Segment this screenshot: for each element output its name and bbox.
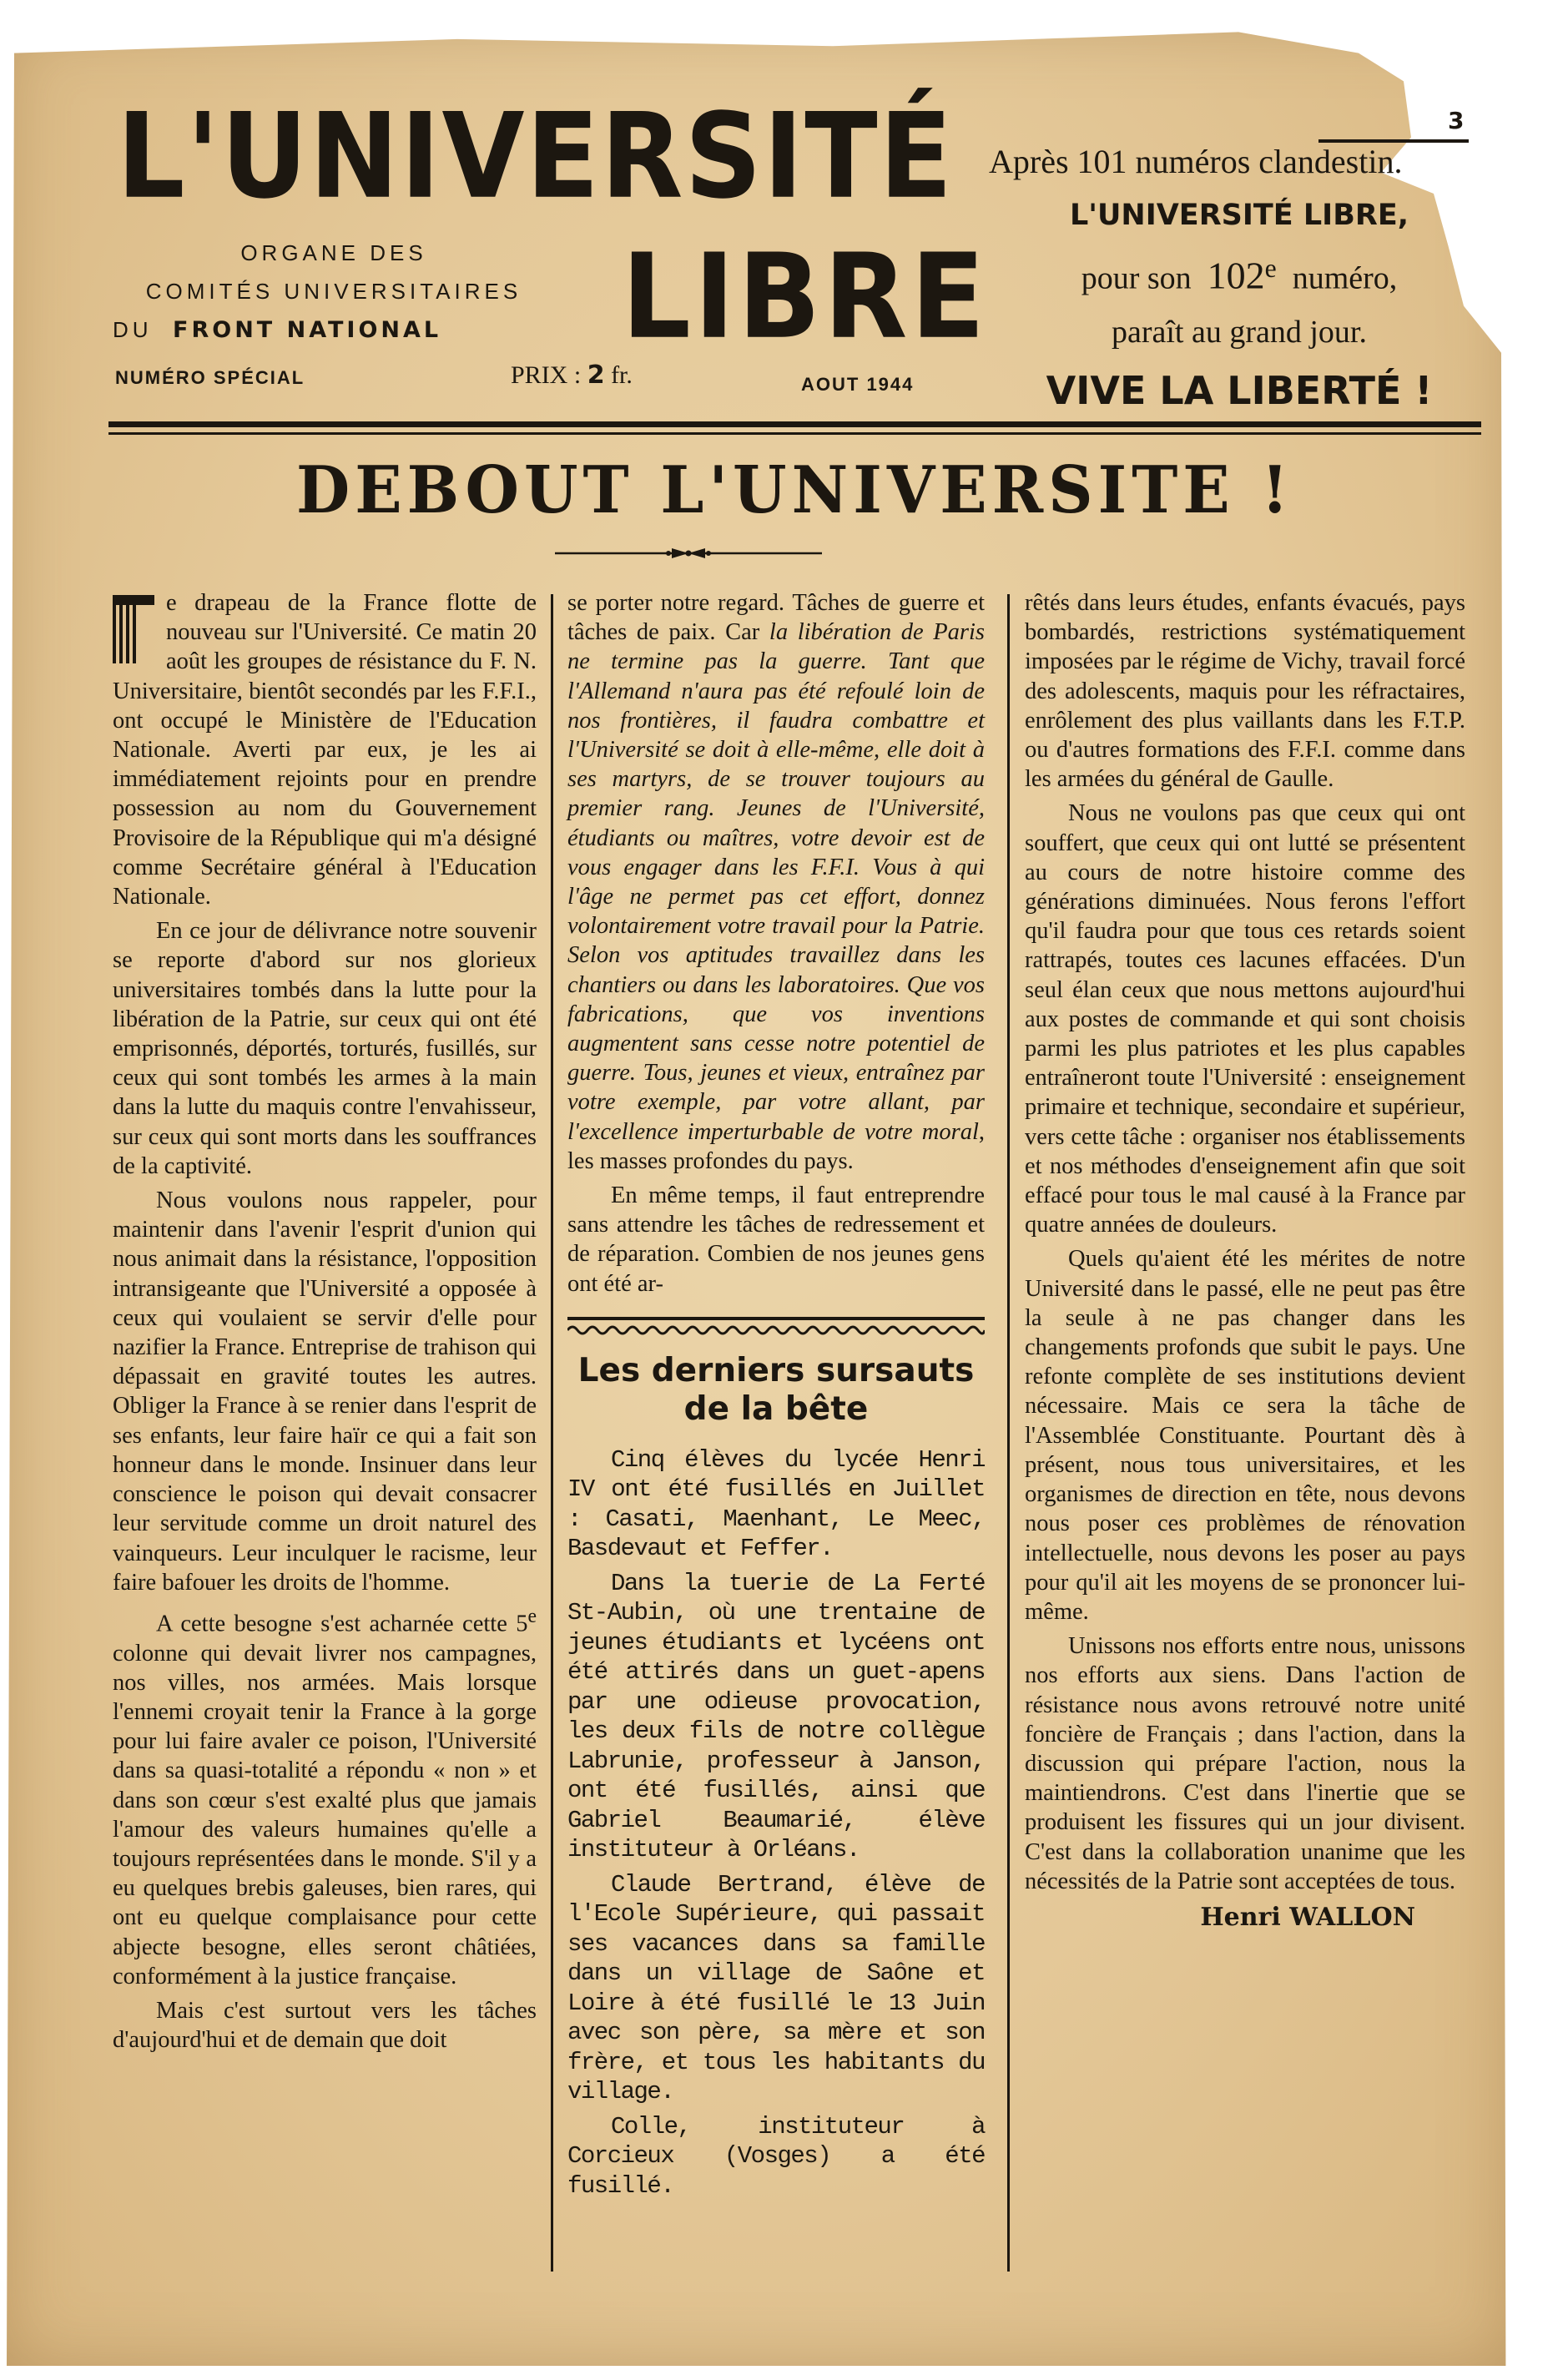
issue-count-sup: e bbox=[1264, 254, 1277, 283]
masthead-title-libre: LIBRE bbox=[622, 228, 989, 366]
sidebar-paragraph: Claude Bertrand, élève de l'Ecole Supérieure, qui passait ses vacances dans sa famille dans un village de Saône et Loire à été fusillé le 13 Juin avec son père, sa mère et son frère, et tous les habitants du village. bbox=[567, 1870, 985, 2106]
ornament-divider-icon bbox=[555, 547, 822, 560]
announcement-line-4: paraît au grand jour. bbox=[1111, 314, 1367, 350]
article-column-3 bbox=[1025, 588, 1465, 1932]
masthead-subtitle bbox=[113, 234, 555, 350]
sidebar-paragraph: Dans la tuerie de La Ferté St-Aubin, où une trentaine de jeunes étudiants et lycéens ont été attirés dans un guet-apens par une odieuse provocation, les deux fils de notre collègue Labrunie, professeur à Janson, ont été fusillés, ainsi que Gabriel Beaumarié, élève instituteur à Orléans. bbox=[567, 1569, 985, 1864]
subtitle-line-1: ORGANE DES bbox=[240, 240, 427, 265]
subtitle-line-3 bbox=[113, 310, 555, 350]
announcement-line-3 bbox=[989, 242, 1490, 305]
paragraph: Quels qu'aient été les mérites de notre Université dans le passé, elle ne peut pas être la seule à ne pas changer dans les changements profonds que subit le pays. Une refonte complète de ses institutions devient nécessaire. Mais ce sera la tâche de l'Assemblée Constituante. Pourtant dès à présent, nous tous universitaires, et les organismes de direction en tête, nous devons nous poser ces problèmes de rénovation intellectuelle, nous devons les poser au pays pour qu'il ait les moyens de se prononcer lui-même. bbox=[1025, 1246, 1465, 1625]
sidebar-paragraph: Cinq élèves du lycée Henri IV ont été fusillés en Juillet : Casati, Maenhant, Le Meec, Basdevaut et Feffer. bbox=[567, 1445, 985, 1563]
paragraph: Nous voulons nous rappeler, pour maintenir dans l'avenir l'esprit d'union qui nous animait dans la résistance, l'opposition intransigeante que l'Université a opposée à ceux qui voulaient se servir d'elle pour nazifier la France. Entreprise de trahison qui dépassait en gravité toutes les autres. Obliger la France à se renier dans l'esprit de ses enfants, leur faire haïr ce qui a fait son honneur dans le monde. Insinuer dans leur conscience le poison qui devait consacrer leur servitude comme un droit naturel des vainqueurs. Leur inculquer le racisme, leur faire bafouer les droits de l'homme. bbox=[113, 1188, 537, 1596]
author-signature: Henri WALLON bbox=[1200, 1902, 1415, 1932]
announcement-box bbox=[989, 135, 1490, 417]
announcement-line-5: VIVE LA LIBERTÉ ! bbox=[1046, 367, 1433, 413]
column-rule-2 bbox=[1007, 594, 1010, 2272]
issue-date: AOUT 1944 bbox=[801, 374, 915, 395]
superscript: e bbox=[527, 1605, 537, 1627]
article-column-2 bbox=[567, 588, 985, 2201]
paragraph-text: e drapeau de la France flotte de nouveau sur l'Université. Ce matin 20 août les groupes de résistance du F. N. Universitaire, bientôt secondés par les F.F.I., ont occupé le Ministère de l'Education Nationale. Averti par eux, je les ai immédiatement rejoints pour en prendre possession au nom du Gouvernement Provisoire de la République qui m'a désigné comme Secrétaire général à l'Education Nationale. bbox=[113, 590, 537, 910]
masthead-rule-thick bbox=[108, 421, 1481, 427]
page-number: 3 bbox=[1448, 107, 1465, 134]
announcement-line-1: Après 101 numéros clandestin. bbox=[989, 143, 1403, 180]
masthead-rule-thin bbox=[108, 432, 1481, 435]
paragraph bbox=[113, 588, 537, 911]
issue-special: NUMÉRO SPÉCIAL bbox=[115, 367, 305, 388]
issue-count: 102 bbox=[1207, 254, 1265, 297]
paragraph-text: , les masses profondes du pays. bbox=[567, 1118, 985, 1174]
price-value: 2 bbox=[587, 361, 605, 390]
masthead-title: L'UNIVERSITÉ bbox=[117, 88, 955, 225]
announcement-line-3-a: pour son bbox=[1081, 260, 1192, 296]
announcement-line-3-b: numéro, bbox=[1292, 260, 1398, 296]
sidebar-rule bbox=[567, 1317, 985, 1320]
headline: DEBOUT L'UNIVERSITE ! bbox=[296, 452, 1293, 529]
paragraph-italic-text: la libération de Paris ne termine pas la guerre. Tant que l'Allemand n'aura pas été refoulé loin de nos frontières, il faudra combattre et l'Université se doit à elle-même, elle doit à ses martyrs, de se trouver toujours au premier rang. Jeunes de l'Université, étudiants ou maîtres, votre devoir est de vous engager dans les F.F.I. Vous à qui l'âge ne permet pas cet effort, donnez volontairement votre travail pour la Patrie. Selon vos aptitudes travaillez dans les chantiers ou dans les laboratoires. Que vos fabrications, que vos inventions augmentent sans cesse notre potentiel de guerre. Tous, jeunes et vieux, entraînez par votre exemple, par votre allant, par l'excellence imperturbable de votre moral bbox=[567, 619, 985, 1145]
paragraph: Nous ne voulons pas que ceux qui ont souffert, que ceux qui ont lutté se présentent au cours de notre histoire comme des générations diminuées. Nous ferons l'effort qu'il faudra pour que tous ces retards soient rattrapés, toutes ces lacunes effacées. D'un seul élan ceux que nous mettons aujourd'hui aux postes de commande et qui sont choisis parmi les plus patriotes et les plus capables entraîneront toute l'Université : enseignement primaire et technique, secondaire et supérieur, vers cette tâche : organiser nos établissements et nos méthodes d'enseignement afin que soit effacé pour tous le mal causé à la France par quatre années de douleurs. bbox=[1025, 800, 1465, 1238]
paragraph-text: se porter notre regard. Tâches de guerre et tâches de paix. Car bbox=[567, 590, 985, 646]
price-label: PRIX : bbox=[511, 361, 582, 389]
paragraph: Unissons nos efforts entre nous, unissons nos efforts aux siens. Dans l'action de résistance nous avons retrouvé notre unité foncière de Français ; dans l'action, dans la discussion qui prépare l'action, nous la maintiendrons. C'est dans l'inertie que se produisent les fissures qui un jour divisent. C'est dans la collaboration unanime que les nécessités de la Patrie sont acceptées de tous. bbox=[1025, 1633, 1465, 1894]
paragraph-text: colonne qui devait livrer nos campagnes, nos villes, nos armées. Mais lorsque l'ennemi croyait tenir la France à la gorge pour lui faire avaler ce poison, l'Université dans sa quasi-totalité a répondu « non » et dans son cœur s'est exalté plus que jamais l'amour des valeurs humaines qu'elle a toujours représentées dans le monde. S'il y a eu quelques brebis galeuses, bien rares, qui ont eu quelque complaisance pour cette abjecte besogne, elles seront châtiées, conformément à la justice française. bbox=[113, 1640, 537, 1989]
paragraph bbox=[567, 588, 985, 1176]
column-rule-1 bbox=[551, 594, 553, 2272]
issue-price bbox=[511, 361, 633, 390]
subtitle-prefix: DU bbox=[113, 317, 153, 342]
paragraph: En même temps, il faut entreprendre sans attendre les tâches de redressement et de réparation. Combien de nos jeunes gens ont été ar- bbox=[567, 1182, 985, 1297]
paragraph: rêtés dans leurs études, enfants évacués, pays bombardés, restrictions systématiquement imposées par le régime de Vichy, travail forcé des adolescents, maquis pour les réfractaires, enrôlement des plus vaillants dans les F.T.P. ou d'autres formations des F.F.I. comme dans les armées du général de Gaulle. bbox=[1025, 590, 1465, 793]
sidebar-paragraph: Colle, instituteur à Corcieux (Vosges) a été fusillé. bbox=[567, 2112, 985, 2200]
wavy-rule-icon bbox=[567, 1324, 985, 1337]
subtitle-front-national: FRONT NATIONAL bbox=[173, 317, 442, 343]
paragraph-text: A cette besogne s'est acharnée cette 5 bbox=[156, 1611, 528, 1637]
sidebar-title: Les derniers sursauts de la bête bbox=[577, 1351, 975, 1428]
paragraph bbox=[113, 1602, 537, 1991]
price-unit: fr. bbox=[611, 361, 633, 389]
announcement-line-2: L'UNIVERSITÉ LIBRE, bbox=[1069, 199, 1409, 232]
drop-cap-l-icon bbox=[113, 595, 154, 663]
subtitle-line-2: COMITÉS UNIVERSITAIRES bbox=[145, 279, 522, 304]
article-column-1 bbox=[113, 588, 537, 2055]
paragraph: En ce jour de délivrance notre souvenir se reporte d'abord sur nos glorieux universitaires tombés dans la lutte pour la libération de la Patrie, sur ceux qui ont été emprisonnés, déportés, torturés, fusillés, sur ceux qui sont tombés les armes à la main dans la lutte du maquis contre l'envahisseur, sur ceux qui sont morts dans les souffrances de la captivité. bbox=[113, 918, 537, 1179]
paragraph: Mais c'est surtout vers les tâches d'aujourd'hui et de demain que doit bbox=[113, 1998, 537, 2054]
